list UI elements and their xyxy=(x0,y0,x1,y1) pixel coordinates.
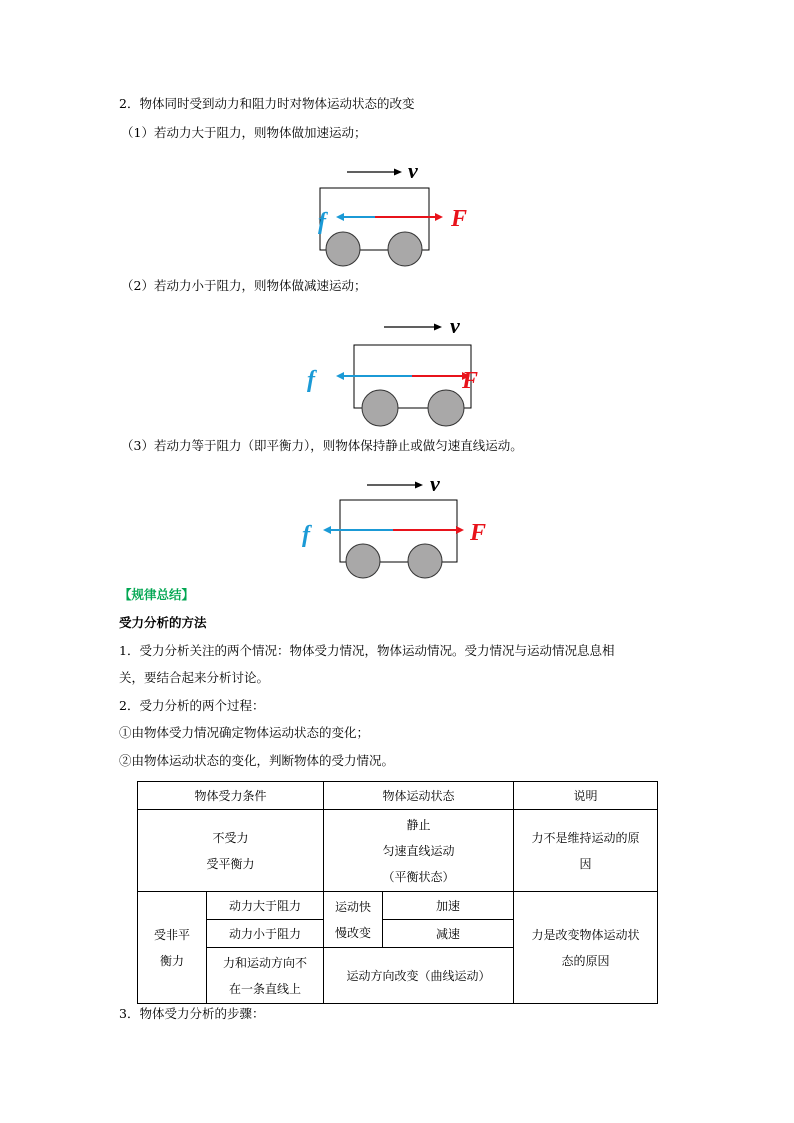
wheel-left xyxy=(346,544,380,578)
header-note: 说明 xyxy=(514,782,658,810)
summary-point1-cont: 关，要结合起来分析讨论。 xyxy=(119,670,270,685)
cell-unbalanced-force: 受非平 衡力 xyxy=(138,892,207,1004)
cell-note-row1: 力不是维持运动的原 因 xyxy=(514,810,658,892)
cell-no-net-force: 不受力 受平衡力 xyxy=(138,810,324,892)
header-condition: 物体受力条件 xyxy=(138,782,324,810)
case1-text: （1）若动力大于阻力，则物体做加速运动； xyxy=(121,125,367,140)
summary-point1: 1．受力分析关注的两个情况：物体受力情况，物体运动情况。受力情况与运动情况息息相 xyxy=(119,643,615,658)
wheel-left xyxy=(326,232,360,266)
summary-point2: 2．受力分析的两个过程： xyxy=(119,698,265,713)
cart-diagram-accelerating xyxy=(300,155,490,275)
resistance-label: f xyxy=(307,367,315,393)
cell-speed-change: 运动快 慢改变 xyxy=(324,892,383,948)
force-label: F xyxy=(462,368,479,394)
wheel-right xyxy=(408,544,442,578)
summary-step1: ①由物体受力情况确定物体运动状态的变化； xyxy=(119,725,370,740)
cell-note-row2: 力是改变物体运动状 态的原因 xyxy=(514,892,658,1004)
velocity-label: v xyxy=(450,313,460,338)
velocity-label: v xyxy=(408,158,418,183)
summary-point3: 3．物体受力分析的步骤： xyxy=(119,1006,265,1021)
summary-step2: ②由物体运动状态的变化，判断物体的受力情况。 xyxy=(119,753,395,768)
header-state: 物体运动状态 xyxy=(324,782,514,810)
cell-decelerate: 减速 xyxy=(383,920,514,948)
cell-force-greater: 动力大于阻力 xyxy=(207,892,324,920)
cell-direction-change: 运动方向改变（曲线运动） xyxy=(324,948,514,1004)
cell-not-collinear: 力和运动方向不 在一条直线上 xyxy=(207,948,324,1004)
case2-text: （2）若动力小于阻力，则物体做减速运动； xyxy=(121,278,367,293)
wheel-right xyxy=(428,390,464,426)
force-label: F xyxy=(470,520,487,546)
summary-tag: 【规律总结】 xyxy=(119,587,195,602)
velocity-label: v xyxy=(430,471,440,496)
wheel-right xyxy=(388,232,422,266)
wheel-left xyxy=(362,390,398,426)
cell-equilibrium-states: 静止 匀速直线运动 （平衡状态） xyxy=(324,810,514,892)
cell-accelerate: 加速 xyxy=(383,892,514,920)
summary-title: 受力分析的方法 xyxy=(119,615,207,630)
resistance-label: f xyxy=(302,522,310,548)
force-label: F xyxy=(451,206,468,232)
cart-diagram-decelerating xyxy=(300,310,500,435)
case3-text: （3）若动力等于阻力（即平衡力），则物体保持静止或做匀速直线运动。 xyxy=(121,438,523,453)
cart-diagram-balanced xyxy=(295,468,500,583)
force-motion-table xyxy=(137,781,658,1004)
resistance-label: f xyxy=(318,209,326,235)
cell-force-less: 动力小于阻力 xyxy=(207,920,324,948)
section-heading: 2．物体同时受到动力和阻力时对物体运动状态的改变 xyxy=(119,96,415,111)
